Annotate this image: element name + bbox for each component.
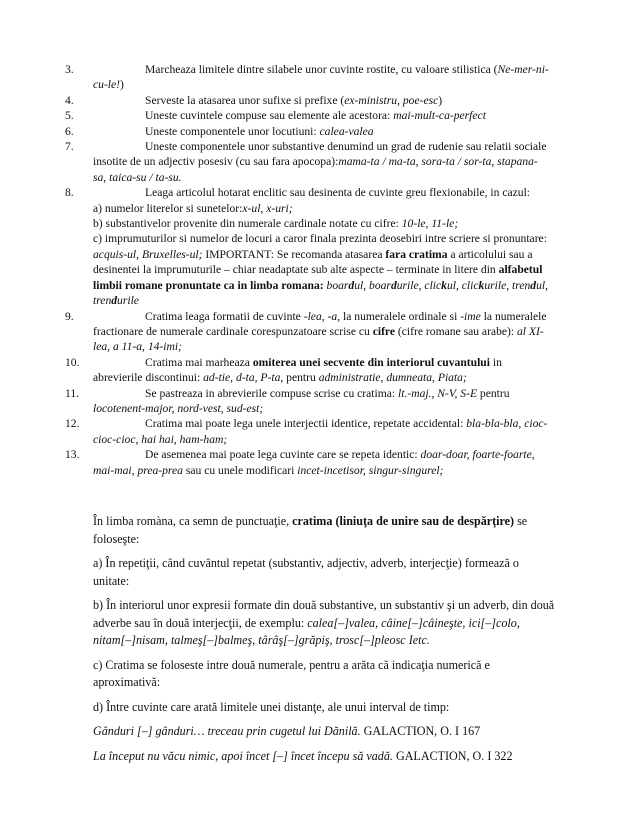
text-run: locotenent-major, nord-vest, sud-est; <box>93 401 264 415</box>
text-run: sau cu unele modificari <box>182 463 298 477</box>
text-run: al XI-lea, a 11-a, 14-imi; <box>93 324 544 354</box>
text-run: ul, boar <box>354 278 391 292</box>
rule-item <box>65 386 549 417</box>
text-run: urile, clic <box>396 278 442 292</box>
text-run: boar <box>326 278 349 292</box>
rule-item <box>65 416 549 447</box>
text-run: c) Cratima se foloseste intre două numerale, pentru a arăta că indicaţia numerică e aproximativă: <box>93 657 490 689</box>
text-run: Uneste cuvintele compuse sau elemente ale acestora: <box>145 109 394 123</box>
rule-item <box>65 355 549 386</box>
text-run: a) numelor literelor si sunetelor: <box>93 201 243 215</box>
rule-text <box>93 310 546 354</box>
punctuation-usage-section <box>93 513 558 772</box>
text-run: b) În interiorul unor expresii formate din două substantive, un substantiv şi un adverb, din două adverbe sau în două interjecţii, de exemplu: <box>93 598 555 630</box>
rule-number: 6. <box>65 124 74 138</box>
text-run: administratie, dumneata, Piata; <box>318 371 467 385</box>
text-run: Uneste componentele unor locutiuni: <box>145 124 320 138</box>
text-run: pentru <box>477 386 510 400</box>
text-run: mama-ta / ma-ta, sora-ta / sor-ta, stapana-sa, taica-su / ta-su. <box>93 155 538 184</box>
text-run: d) Între cuvinte care arată limitele unei distanţe, ale unui interval de timp: <box>93 699 450 714</box>
text-run: pentru <box>283 371 319 385</box>
text-run: a articolului sau a desinentei la imprumuturile – chiar neadaptate sub alte aspecte – terminate in litere din <box>93 247 533 277</box>
rule-number: 5. <box>65 109 74 123</box>
text-run: IMPORTANT: Se recomanda atasarea <box>202 247 386 261</box>
text-run: Ne-mer-ni-cu-le! <box>93 63 549 92</box>
rule-item <box>65 62 549 93</box>
rule-number: 8. <box>65 186 74 200</box>
rule-item <box>65 108 549 123</box>
text-run: la numeralele fractionare de numerale cardinale corespunzatoare scrise cu <box>93 309 547 338</box>
rule-text <box>93 63 549 91</box>
bold-italic-text: d <box>348 278 355 292</box>
usage-paragraph <box>93 723 558 741</box>
text-run: (cifre romane sau arabe): <box>395 324 517 338</box>
text-run: Cratima mai poate lega unele interjectii identice, repetate accidental: <box>145 417 467 431</box>
text-run: Leaga articolul hotarat enclitic sau desinenta de cuvinte greu flexionabile, in cazul: <box>145 186 531 200</box>
text-run: doar-doar, foarte-foarte, mai-mai, prea-prea <box>93 448 535 477</box>
text-run: ex-ministru, poe-esc <box>344 93 439 107</box>
rule-text <box>93 125 374 138</box>
text-run: cratima (liniuţa de unire sau de despărţire) <box>292 514 515 528</box>
usage-paragraph <box>93 555 558 590</box>
rule-text <box>93 356 502 384</box>
text-run: Marcheaza limitele dintre silabele unor cuvinte rostite, cu valoare stilistica ( <box>145 63 498 76</box>
text-run: omiterea unei secvente din interiorul cuvantului <box>252 355 490 369</box>
text-run: Uneste componentele unor substantive denumind un grad de rudenie sau relatii sociale insotite de un adjectiv posesiv (cu sau fara apocopa): <box>93 140 547 169</box>
text-run: -ime <box>460 309 481 323</box>
text-run: GALACTION, O. I 322 <box>392 748 513 763</box>
rule-text <box>93 109 486 122</box>
rule-text <box>93 140 546 184</box>
usage-paragraph <box>93 513 558 548</box>
rule-number: 12. <box>65 417 80 431</box>
text-run: ul, tren <box>93 278 548 308</box>
rule-item <box>65 447 549 478</box>
rule-item <box>65 124 549 139</box>
bold-italic-text: d <box>111 294 118 308</box>
text-run: calea-valea <box>319 124 374 138</box>
rule-text <box>93 417 547 445</box>
text-run: se foloseşte: <box>93 514 528 546</box>
text-run: Cratima leaga formatii de cuvinte <box>145 309 304 323</box>
usage-paragraph <box>93 699 558 717</box>
rule-number: 13. <box>65 448 80 462</box>
rule-text <box>93 94 442 107</box>
text-run: a) În repetiţii, când cuvântul repetat (substantiv, adjectiv, adverb, interjecţie) formează o unitate: <box>93 556 519 588</box>
text-run: acquis-ul, Bruxelles-ul; <box>93 247 203 261</box>
text-run: Serveste la atasarea unor sufixe si prefixe ( <box>145 93 345 107</box>
text-run: alfabetul limbii romane pronuntate ca in limba romana: <box>93 263 543 292</box>
text-run: c) imprumuturilor si numelor de locuri a caror finala prezinta deosebiri intre scriere si pronuntare: <box>93 232 547 246</box>
bold-italic-text: k <box>441 278 447 292</box>
rule-text <box>93 186 548 307</box>
rule-number: 3. <box>65 63 74 76</box>
text-run: Gânduri [–] gânduri… treceau prin cugetul lui Dănilă. <box>93 724 361 738</box>
text-run: La început nu văcu nimic, apoi încet [–] încet începu să vadă. <box>93 748 393 763</box>
bold-italic-text: k <box>478 278 485 292</box>
rule-number: 11. <box>65 386 80 400</box>
text-run: incet-incetisor, singur-singurel; <box>297 463 444 477</box>
text-run: urile, tren <box>484 278 531 292</box>
rule-text <box>93 387 510 415</box>
rule-item <box>65 139 549 185</box>
text-run: cifre <box>372 324 396 338</box>
text-run: ) <box>120 78 124 92</box>
text-run: -lea, -a, <box>303 309 341 323</box>
bold-italic-text: d <box>530 278 537 292</box>
bold-italic-text: d <box>390 278 397 292</box>
text-run: la numeralele ordinale si <box>340 309 461 323</box>
rule-item <box>65 185 549 308</box>
text-run: fara cratima <box>385 247 448 261</box>
text-run: ) <box>438 93 443 107</box>
usage-paragraph <box>93 597 558 650</box>
text-run: bla-bla-bla, cioc-cioc-cioc, hai hai, ham-ham; <box>93 417 548 446</box>
text-run: calea[–]valea, câine[–]câineşte, ici[–]colo, nitam[–]nisam, talmeş[–]balmeş, târâş[–]grăpiş, trosc[–]pleosc Ietc. <box>93 615 520 647</box>
text-run: Cratima mai marheaza <box>145 355 253 369</box>
text-run: ul, clic <box>446 278 479 292</box>
rule-number: 4. <box>65 93 74 107</box>
text-run: De asemenea mai poate lega cuvinte care se repeta identic: <box>145 448 421 462</box>
rule-number: 10. <box>65 355 80 369</box>
rule-number: 7. <box>65 140 74 154</box>
text-run: x-ul, x-uri; <box>242 201 293 215</box>
text-run: lt.-maj., N-V, S-E <box>398 386 478 400</box>
rule-item <box>65 93 549 108</box>
usage-paragraph <box>93 657 558 692</box>
usage-paragraph <box>93 748 558 766</box>
text-run: 10-le, 11-le; <box>401 217 459 231</box>
rule-item <box>65 309 549 355</box>
text-run: GALACTION, O. I 167 <box>360 724 481 738</box>
text-run: mai-mult-ca-perfect <box>393 109 486 123</box>
cratima-rules-list <box>65 62 549 478</box>
text-run: ad-tie, d-ta, P-ta, <box>203 371 284 385</box>
text-run: Se pastreaza in abrevierile compuse scrise cu cratima: <box>145 386 399 400</box>
text-run: În limba romàna, ca semn de punctuaţie, <box>93 514 293 528</box>
rule-number: 9. <box>65 309 74 323</box>
text-run: in abrevierile discontinui: <box>93 355 502 385</box>
rule-text <box>93 448 535 476</box>
text-run: urile <box>117 294 139 308</box>
text-run: b) substantivelor provenite din numerale cardinale notate cu cifre: <box>93 217 402 231</box>
